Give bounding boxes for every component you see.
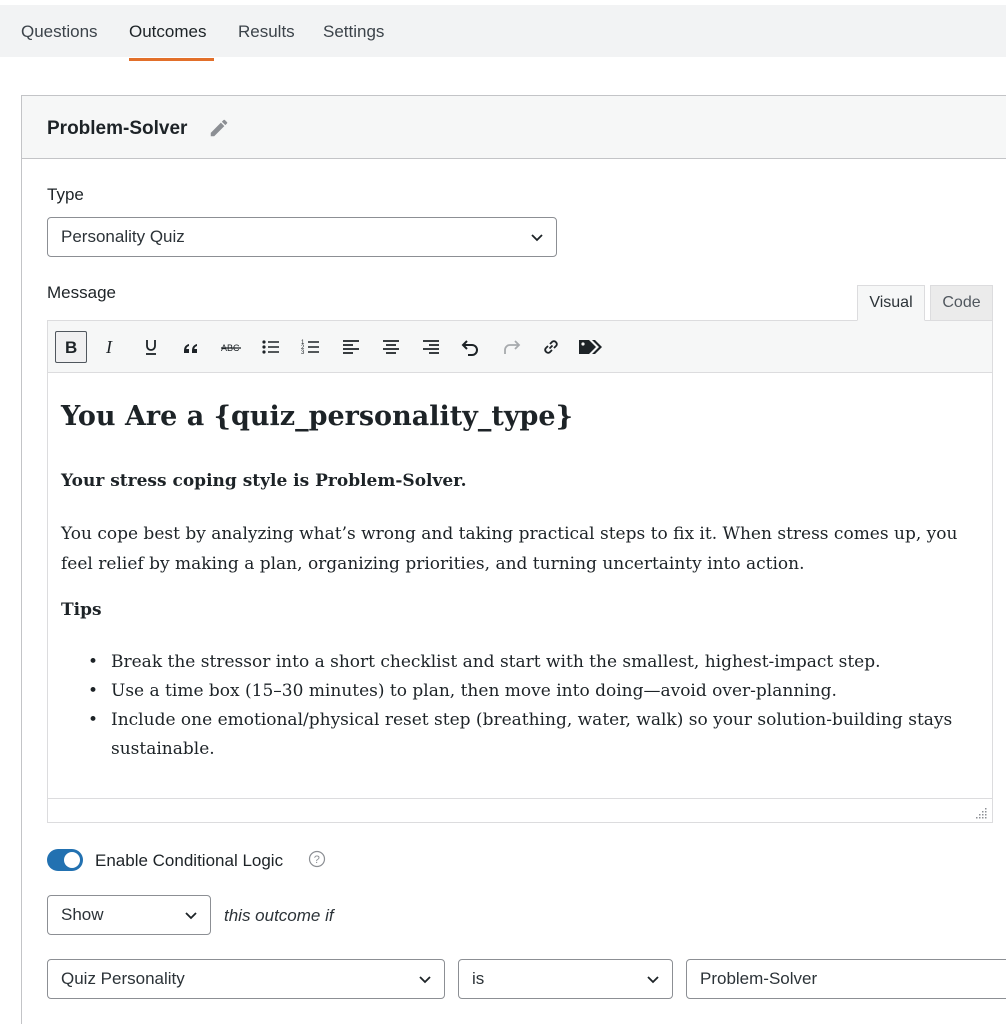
rule-operator-select[interactable]: [458, 959, 673, 999]
svg-text:2: 2: [301, 345, 305, 351]
outcome-header: [22, 96, 1006, 159]
align-right-icon: [421, 337, 441, 357]
message-subheading: Your stress coping style is Problem-Solver.: [61, 471, 467, 491]
strikethrough-button[interactable]: [215, 331, 247, 363]
outcome-title: Problem-Solver: [47, 118, 188, 139]
svg-text:B: B: [65, 338, 78, 357]
action-suffix-text: this outcome if: [224, 906, 334, 925]
tag-button[interactable]: [575, 331, 607, 363]
svg-text:3: 3: [301, 350, 305, 356]
type-select-value: Personality Quiz: [61, 227, 185, 246]
top-tab-bar: [0, 0, 1006, 57]
svg-text:1: 1: [301, 340, 305, 346]
rule-field-select[interactable]: [47, 959, 445, 999]
tab-questions[interactable]: Questions: [21, 22, 98, 41]
edit-pencil-icon[interactable]: [208, 117, 232, 141]
undo-icon: [461, 337, 481, 357]
editor-statusbar: [48, 798, 992, 822]
redo-button[interactable]: [495, 331, 527, 363]
chevron-down-icon: [530, 230, 544, 244]
conditional-logic-toggle[interactable]: [47, 849, 83, 871]
underline-icon: [141, 337, 161, 357]
tab-code[interactable]: Code: [930, 285, 993, 321]
tips-list: [61, 648, 981, 764]
resize-grip-icon[interactable]: [976, 807, 988, 819]
tab-visual[interactable]: Visual: [857, 285, 925, 321]
tips-heading: Tips: [61, 600, 102, 620]
chevron-down-icon: [418, 972, 432, 986]
svg-text:I: I: [106, 337, 112, 357]
numbered-list-icon: [301, 337, 321, 357]
tab-settings[interactable]: Settings: [323, 22, 385, 41]
list-item: • Use a time box (15–30 minutes) to plan, then move into doing—avoid over-planning.: [61, 677, 981, 706]
link-icon: [541, 337, 561, 357]
align-right-button[interactable]: [415, 331, 447, 363]
svg-text:ABC: ABC: [221, 343, 240, 353]
chevron-down-icon: [184, 908, 198, 922]
numbered-list-button[interactable]: [295, 331, 327, 363]
link-button[interactable]: [535, 331, 567, 363]
message-label: Message: [47, 283, 116, 302]
italic-icon: [101, 337, 121, 357]
underline-button[interactable]: [135, 331, 167, 363]
bullet-list-icon: [261, 337, 281, 357]
bold-button[interactable]: [55, 331, 87, 363]
toggle-knob: [64, 852, 80, 868]
align-center-button[interactable]: [375, 331, 407, 363]
rule-field-value: Quiz Personality: [61, 969, 185, 988]
align-left-icon: [341, 337, 361, 357]
action-select[interactable]: [47, 895, 211, 935]
tab-outcomes[interactable]: Outcomes: [129, 22, 207, 41]
italic-button[interactable]: [95, 331, 127, 363]
editor-toolbar: [48, 321, 992, 373]
svg-text:?: ?: [313, 854, 320, 866]
rule-operator-value: is: [472, 969, 485, 988]
tab-results[interactable]: Results: [238, 22, 295, 41]
align-left-button[interactable]: [335, 331, 367, 363]
redo-icon: [501, 337, 521, 357]
list-item: • Break the stressor into a short checklist and start with the smallest, highest-impact step.: [61, 648, 981, 677]
undo-button[interactable]: [455, 331, 487, 363]
chevron-down-icon: [646, 972, 660, 986]
help-icon[interactable]: [308, 850, 326, 868]
rule-value-input[interactable]: Problem-Solver: [686, 959, 1006, 999]
type-select[interactable]: [47, 217, 557, 257]
blockquote-button[interactable]: [175, 331, 207, 363]
type-label: Type: [47, 185, 84, 204]
conditional-logic-label: Enable Conditional Logic: [95, 851, 284, 870]
active-tab-indicator: [129, 58, 214, 61]
strikethrough-icon: [220, 337, 242, 357]
message-heading: You Are a {quiz_personality_type}: [61, 401, 573, 432]
bullet-list-button[interactable]: [255, 331, 287, 363]
blockquote-icon: [181, 337, 201, 357]
align-center-icon: [381, 337, 401, 357]
list-item: • Include one emotional/physical reset step (breathing, water, walk) so your solution-building stays sustainable.: [61, 706, 981, 764]
action-select-value: Show: [61, 905, 104, 924]
bold-icon: [61, 337, 81, 357]
tag-icon: [578, 337, 604, 357]
message-paragraph: You cope best by analyzing what’s wrong and taking practical steps to fix it. When stress comes up, you feel relief by making a plan, organizing priorities, and turning uncertainty into action.: [61, 524, 958, 574]
message-editor: [47, 320, 993, 823]
